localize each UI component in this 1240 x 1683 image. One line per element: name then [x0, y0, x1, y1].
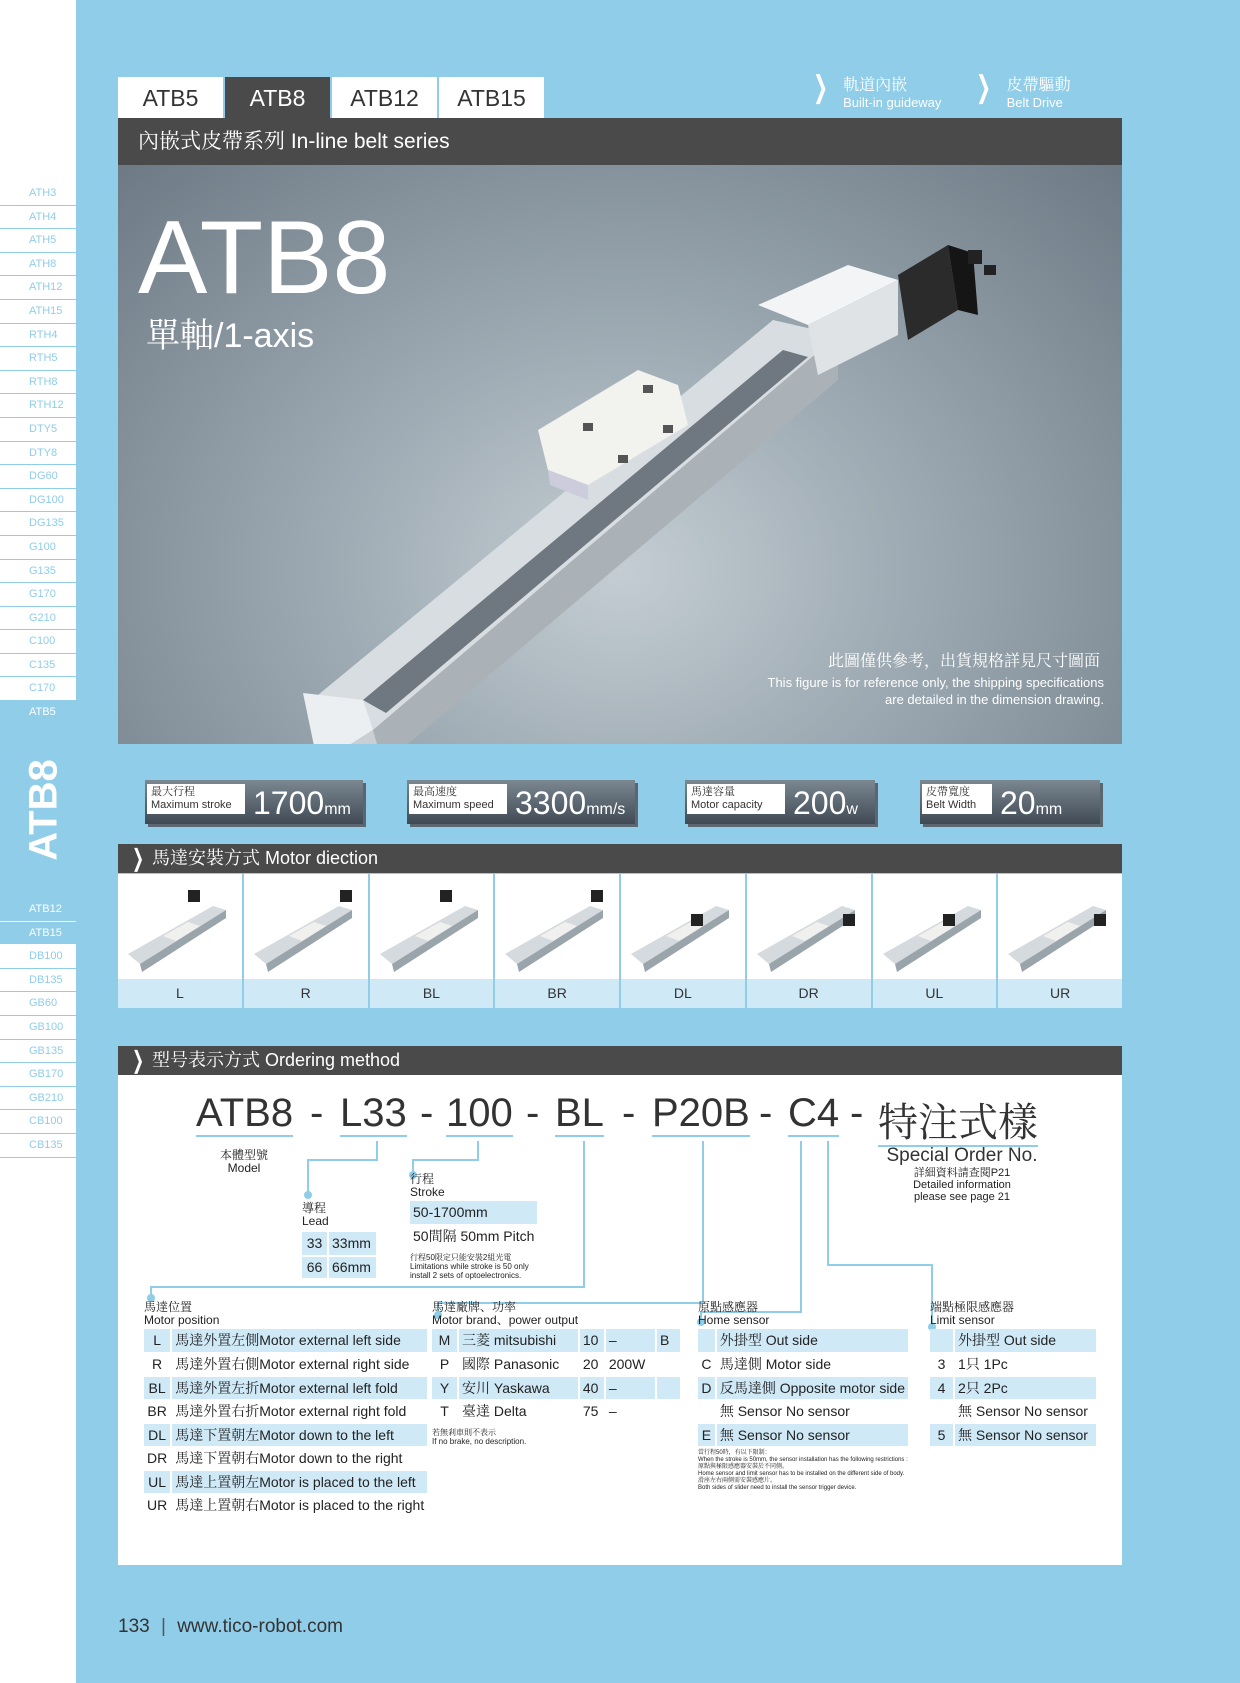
tab-atb12[interactable]: ATB12 — [332, 77, 439, 118]
sidebar-bottom-list — [0, 898, 76, 1158]
spec-value — [793, 786, 858, 827]
spec-number: 20 — [1000, 785, 1036, 821]
motor-direction-label: UL — [873, 979, 997, 1008]
sidebar-item[interactable]: ATH12 — [0, 276, 76, 300]
table-cell: 馬達側 Motor side — [716, 1353, 908, 1377]
ordering-heading — [118, 1046, 1122, 1075]
table-row — [930, 1353, 1096, 1377]
brand-note — [432, 1428, 680, 1446]
table-cell: UR — [144, 1494, 171, 1518]
page-number: 133 — [118, 1616, 150, 1637]
sidebar-item[interactable]: C100 — [0, 630, 76, 654]
home-note-line: When the stroke is 50mm, the sensor installation has the following restrictions : — [698, 1456, 908, 1463]
hero-title: ATB8 — [138, 200, 391, 316]
sidebar-item[interactable]: ATB12 — [0, 898, 76, 922]
product-hero — [118, 165, 1122, 744]
table-row — [432, 1400, 680, 1424]
table-row — [144, 1447, 427, 1471]
table-cell: 國際 Panasonic — [458, 1353, 579, 1377]
motor-direction-label: BL — [370, 979, 494, 1008]
lead-value: 33mm — [328, 1232, 376, 1256]
table-cell: M — [432, 1329, 458, 1353]
hero-note-en — [768, 674, 1104, 708]
table-cell: 75 — [579, 1400, 605, 1424]
tab-atb5[interactable]: ATB5 — [118, 77, 225, 118]
sidebar-item[interactable]: DTY8 — [0, 442, 76, 466]
feature-en: Belt Drive — [1006, 95, 1063, 110]
table-cell: P — [432, 1353, 458, 1377]
feature-guideway — [808, 72, 941, 110]
table-cell: E — [698, 1423, 716, 1447]
table-row — [144, 1423, 427, 1447]
actuator-thumbnail — [370, 874, 494, 978]
sidebar-item[interactable]: DG100 — [0, 489, 76, 513]
table-cell — [656, 1353, 680, 1377]
code-dash: - — [526, 1091, 540, 1135]
table-cell: 1只 1Pc — [954, 1353, 1096, 1377]
table-row — [698, 1400, 908, 1424]
code-dash: - — [310, 1091, 324, 1135]
sidebar-item[interactable]: GB210 — [0, 1087, 76, 1111]
limit-sensor-block — [930, 1301, 1096, 1448]
spec-label-en: Maximum stroke — [151, 799, 232, 811]
spec-max-speed — [407, 780, 635, 824]
sidebar-item[interactable]: ATB5 — [0, 701, 76, 725]
code-lead — [340, 1091, 407, 1136]
table-cell: DL — [144, 1423, 171, 1447]
table-row — [930, 1329, 1096, 1353]
sidebar-item[interactable]: G170 — [0, 583, 76, 607]
code-part: 100 — [446, 1091, 513, 1135]
stroke-table — [410, 1201, 537, 1249]
motor-direction-title: 馬達安裝方式 Motor diection — [152, 848, 379, 868]
table-cell — [656, 1376, 680, 1400]
table-row — [144, 1470, 427, 1494]
table-cell: C — [698, 1353, 716, 1377]
spec-number: 1700 — [253, 785, 325, 821]
website-link[interactable]: www.tico-robot.com — [177, 1616, 343, 1637]
table-cell: B — [656, 1329, 680, 1353]
stroke-zh: 行程 — [410, 1172, 435, 1186]
spec-label — [409, 784, 507, 814]
table-cell: 馬達下置朝左Motor down to the left — [171, 1423, 427, 1447]
sidebar-item[interactable]: ATH5 — [0, 229, 76, 253]
table-cell: 3 — [930, 1353, 954, 1377]
table-cell — [656, 1400, 680, 1424]
table-cell: DR — [144, 1447, 171, 1471]
motor-direction-label: R — [244, 979, 368, 1008]
actuator-thumbnail — [244, 874, 368, 978]
table-cell — [930, 1329, 954, 1353]
sidebar-item[interactable]: RTH5 — [0, 347, 76, 371]
table-cell: 安川 Yaskawa — [458, 1376, 579, 1400]
spec-unit: mm — [1035, 801, 1063, 818]
table-row — [698, 1423, 908, 1447]
table-cell: 無 Sensor No sensor — [716, 1400, 908, 1424]
sidebar-item[interactable]: GB60 — [0, 992, 76, 1016]
table-row — [698, 1353, 908, 1377]
table-row — [144, 1400, 427, 1424]
table-row — [698, 1376, 908, 1400]
table-cell: 4 — [930, 1376, 954, 1400]
motor-direction-label: DL — [621, 979, 745, 1008]
spec-unit: w — [846, 801, 858, 818]
model-label — [220, 1149, 268, 1175]
motor-brand-en: Motor brand、power output — [432, 1313, 579, 1327]
limit-sensor-table — [930, 1329, 1096, 1448]
sidebar-item[interactable]: RTH8 — [0, 371, 76, 395]
table-row — [432, 1376, 680, 1400]
sidebar-item[interactable]: G210 — [0, 607, 76, 631]
motor-direction-option[interactable] — [118, 874, 244, 1008]
lead-zh: 導程 — [302, 1201, 327, 1215]
hero-note-en-line: This figure is for reference only, the shipping specifications — [767, 675, 1104, 690]
sidebar-item[interactable]: CB135 — [0, 1134, 76, 1158]
sidebar-item[interactable]: DB135 — [0, 969, 76, 993]
table-row — [144, 1376, 427, 1400]
spec-unit: mm/s — [586, 801, 626, 818]
stroke-note-line: 行程50限定只能安裝2組光電 — [410, 1253, 512, 1262]
spec-label — [687, 784, 785, 814]
stroke-note-line: Limitations while stroke is 50 only — [410, 1262, 529, 1271]
sidebar-item[interactable]: RTH4 — [0, 324, 76, 348]
special-title: Special Order No. — [886, 1145, 1038, 1166]
sidebar-item[interactable]: GB170 — [0, 1063, 76, 1087]
table-row — [698, 1329, 908, 1353]
hero-note-en-line: are detailed in the dimension drawing. — [885, 692, 1104, 707]
code-sensor — [788, 1091, 839, 1136]
spec-badges — [145, 780, 1105, 826]
ordering-panel — [118, 1075, 1122, 1565]
table-cell: 馬達外置左折Motor external left fold — [171, 1376, 427, 1400]
table-row — [432, 1329, 680, 1353]
table-cell: BL — [144, 1376, 171, 1400]
chevron-right-icon: ❯ — [813, 71, 829, 104]
table-cell: 20 — [579, 1353, 605, 1377]
sidebar-current-label: ATB8 — [21, 759, 66, 861]
table-cell: 外掛型 Out side — [954, 1329, 1096, 1353]
motor-position-zh: 馬達位置 — [144, 1300, 193, 1314]
code-dash: - — [850, 1091, 864, 1135]
table-cell — [698, 1329, 716, 1353]
spec-label — [922, 784, 992, 814]
lead-value: 66mm — [328, 1256, 376, 1280]
model-zh: 本體型號 — [220, 1148, 269, 1162]
code-part: C4 — [788, 1091, 840, 1135]
table-cell: 外掛型 Out side — [716, 1329, 908, 1353]
table-cell: 反馬達側 Opposite motor side — [716, 1376, 908, 1400]
feature-list — [808, 72, 1101, 110]
sidebar-item[interactable]: G100 — [0, 536, 76, 560]
code-part: L33 — [340, 1091, 407, 1135]
code-dash: - — [622, 1091, 636, 1135]
actuator-thumbnail — [118, 874, 242, 978]
motor-direction-option[interactable] — [747, 874, 873, 1008]
table-cell: 馬達外置右側Motor external right side — [171, 1353, 427, 1377]
motor-direction-option[interactable] — [998, 874, 1122, 1008]
actuator-thumbnail — [495, 874, 619, 978]
feature-zh: 軌道內嵌 — [843, 77, 908, 94]
model-en: Model — [227, 1161, 261, 1175]
home-sensor-block — [698, 1301, 908, 1492]
table-cell: 馬達上置朝左Motor is placed to the left — [171, 1470, 427, 1494]
feature-en: Built-in guideway — [843, 95, 942, 110]
table-cell: 200W — [605, 1353, 656, 1377]
table-cell: D — [698, 1376, 716, 1400]
ordering-title: 型号表示方式 Ordering method — [152, 1050, 401, 1070]
chevron-right-icon: ❯ — [132, 845, 145, 872]
code-dash: - — [420, 1091, 434, 1135]
spec-label-zh: 最大行程 — [151, 786, 195, 798]
stroke-cell: 50-1700mm — [410, 1201, 537, 1225]
table-cell: 馬達下置朝右Motor down to the right — [171, 1447, 427, 1471]
table-cell — [930, 1400, 954, 1424]
table-cell: 馬達外置右折Motor external right fold — [171, 1400, 427, 1424]
code-motor-position — [555, 1091, 604, 1136]
sidebar-item[interactable]: ATH15 — [0, 300, 76, 324]
motor-brand-table — [432, 1329, 680, 1424]
home-note-line: 滑座左右兩側需安裝感應片。 — [698, 1477, 777, 1484]
sidebar-item[interactable]: C135 — [0, 654, 76, 678]
spec-label-zh: 皮帶寬度 — [926, 786, 970, 798]
actuator-thumbnail — [747, 874, 871, 978]
table-cell — [698, 1400, 716, 1424]
table-cell: 馬達外置左側Motor external left side — [171, 1329, 427, 1353]
stroke-block — [410, 1173, 537, 1280]
motor-position-en: Motor position — [144, 1313, 220, 1327]
table-row — [144, 1329, 427, 1353]
spec-label-en: Maximum speed — [413, 799, 494, 811]
actuator-thumbnail — [873, 874, 997, 978]
sidebar-item[interactable]: GB135 — [0, 1040, 76, 1064]
code-special — [878, 1091, 1038, 1148]
special-line: please see page 21 — [913, 1191, 1011, 1203]
table-cell: Y — [432, 1376, 458, 1400]
spec-label — [147, 784, 245, 814]
spec-value — [1000, 786, 1062, 827]
spec-unit: mm — [324, 801, 351, 818]
stroke-note-line: install 2 sets of optoelectronics. — [410, 1271, 522, 1280]
tab-atb15[interactable]: ATB15 — [439, 77, 546, 118]
actuator-thumbnail — [621, 874, 745, 978]
chevron-right-icon: ❯ — [976, 71, 992, 104]
motor-position-table — [144, 1329, 427, 1518]
sidebar-item[interactable]: DG135 — [0, 512, 76, 536]
spec-label-zh: 最高速度 — [413, 786, 457, 798]
spec-number: 200 — [793, 785, 847, 821]
table-cell: BR — [144, 1400, 171, 1424]
spec-label-zh: 馬達容量 — [691, 786, 735, 798]
left-sidebar — [0, 0, 76, 1683]
actuator-thumbnail — [998, 874, 1122, 978]
tab-atb8[interactable]: ATB8 — [225, 77, 332, 118]
motor-direction-option[interactable] — [621, 874, 747, 1008]
motor-direction-option[interactable] — [495, 874, 621, 1008]
feature-zh: 皮帶驅動 — [1006, 77, 1071, 94]
code-part: BL — [555, 1091, 604, 1135]
limit-sensor-zh: 端點極限感應器 — [930, 1300, 1015, 1314]
code-dash: - — [759, 1091, 773, 1135]
table-row — [930, 1423, 1096, 1447]
lead-block — [302, 1202, 376, 1280]
stroke-cell: 50間隔 50mm Pitch — [410, 1225, 537, 1249]
spec-max-stroke — [145, 780, 363, 824]
home-sensor-notes — [698, 1450, 908, 1492]
table-cell: 2只 2Pc — [954, 1376, 1096, 1400]
sidebar-current-model — [0, 722, 76, 898]
motor-brand-block — [432, 1301, 680, 1446]
motor-direction-option[interactable] — [873, 874, 999, 1008]
sidebar-item[interactable]: DB100 — [0, 945, 76, 969]
sidebar-item[interactable]: GB100 — [0, 1016, 76, 1040]
spec-number: 3300 — [515, 785, 587, 821]
brand-note-line: 若無剎車則不表示 — [432, 1428, 496, 1437]
code-stroke — [446, 1091, 513, 1136]
lead-en: Lead — [302, 1214, 329, 1228]
sidebar-top-list — [0, 182, 76, 725]
stroke-en: Stroke — [410, 1185, 445, 1199]
motor-direction-grid — [118, 874, 1122, 1008]
motor-direction-option[interactable] — [244, 874, 370, 1008]
table-cell: 馬達上置朝右Motor is placed to the right — [171, 1494, 427, 1518]
code-model — [196, 1091, 293, 1136]
code-part: P20B — [652, 1091, 750, 1135]
table-row — [144, 1494, 427, 1518]
special-line: 詳細資料請查閱P21 — [913, 1167, 1011, 1179]
home-sensor-zh: 原點感應器 — [698, 1300, 759, 1314]
motor-brand-zh: 馬達廠牌、功率 — [432, 1300, 517, 1314]
table-cell: 無 Sensor No sensor — [716, 1423, 908, 1447]
lead-code: 66 — [302, 1256, 328, 1280]
motor-direction-label: L — [118, 979, 242, 1008]
code-motor-brand — [652, 1091, 750, 1136]
model-tabs — [118, 77, 546, 118]
table-cell: L — [144, 1329, 171, 1353]
sidebar-item[interactable]: G135 — [0, 560, 76, 584]
table-cell: 無 Sensor No sensor — [954, 1423, 1096, 1447]
sidebar-item[interactable]: ATH4 — [0, 206, 76, 230]
lead-table — [302, 1232, 376, 1280]
footer-separator: | — [160, 1616, 166, 1637]
hero-note-zh: 此圖僅供參考，出貨規格詳見尺寸圖面 — [827, 653, 1100, 670]
code-part: ATB8 — [196, 1091, 294, 1135]
table-cell: – — [605, 1400, 656, 1424]
table-cell: T — [432, 1400, 458, 1424]
sidebar-item[interactable]: ATH8 — [0, 253, 76, 277]
home-sensor-table — [698, 1329, 908, 1448]
home-note-line: 原點與極限感應器安裝於不同側。 — [698, 1463, 789, 1470]
sidebar-item[interactable]: ATB15 — [0, 922, 76, 946]
table-cell: 40 — [579, 1376, 605, 1400]
limit-sensor-en: Limit sensor — [930, 1313, 995, 1327]
table-cell: 10 — [579, 1329, 605, 1353]
sidebar-item[interactable]: CB100 — [0, 1110, 76, 1134]
table-cell: 無 Sensor No sensor — [954, 1400, 1096, 1424]
feature-belt — [971, 72, 1070, 110]
table-row — [144, 1353, 427, 1377]
sidebar-item[interactable]: C170 — [0, 677, 76, 701]
page-footer — [118, 1616, 343, 1638]
home-note-line: Home sensor and limit sensor has to be installed on the different side of body. — [698, 1470, 905, 1477]
home-note-line: Both sides of slider need to install the sensor trigger device. — [698, 1484, 857, 1491]
table-cell: R — [144, 1353, 171, 1377]
sidebar-item[interactable]: ATH3 — [0, 182, 76, 206]
special-order — [878, 1145, 1046, 1203]
series-banner: 內嵌式皮帶系列 In-line belt series — [118, 118, 1122, 165]
spec-label-en: Belt Width — [926, 799, 977, 811]
chevron-right-icon: ❯ — [132, 1047, 145, 1074]
brand-note-line: If no brake, no description. — [432, 1437, 527, 1446]
hero-subtitle: 單軸/1-axis — [146, 317, 315, 355]
table-row — [930, 1376, 1096, 1400]
motor-direction-label: UR — [998, 979, 1122, 1008]
code-part: 特注式樣 — [878, 1101, 1038, 1145]
stroke-note — [410, 1253, 537, 1280]
motor-direction-label: BR — [495, 979, 619, 1008]
table-cell: 三菱 mitsubishi — [458, 1329, 579, 1353]
spec-belt-width — [920, 780, 1100, 824]
table-row — [930, 1400, 1096, 1424]
table-cell: – — [605, 1329, 656, 1353]
table-cell: – — [605, 1376, 656, 1400]
table-cell: 臺達 Delta — [458, 1400, 579, 1424]
table-cell: 5 — [930, 1423, 954, 1447]
motor-direction-option[interactable] — [370, 874, 496, 1008]
motor-direction-heading — [118, 844, 1122, 873]
home-note-line: 當行程50時，有以下限制： — [698, 1449, 771, 1456]
table-row — [432, 1353, 680, 1377]
table-cell: UL — [144, 1470, 171, 1494]
home-sensor-en: Home sensor — [698, 1313, 770, 1327]
sidebar-item[interactable]: RTH12 — [0, 394, 76, 418]
spec-motor-capacity — [685, 780, 875, 824]
motor-direction-label: DR — [747, 979, 871, 1008]
sidebar-item[interactable]: DG60 — [0, 465, 76, 489]
sidebar-item[interactable]: DTY5 — [0, 418, 76, 442]
lead-code: 33 — [302, 1232, 328, 1256]
motor-position-block — [144, 1301, 427, 1518]
spec-value — [515, 786, 625, 827]
spec-label-en: Motor capacity — [691, 799, 763, 811]
special-line: Detailed information — [913, 1179, 1011, 1191]
spec-value — [253, 786, 351, 827]
